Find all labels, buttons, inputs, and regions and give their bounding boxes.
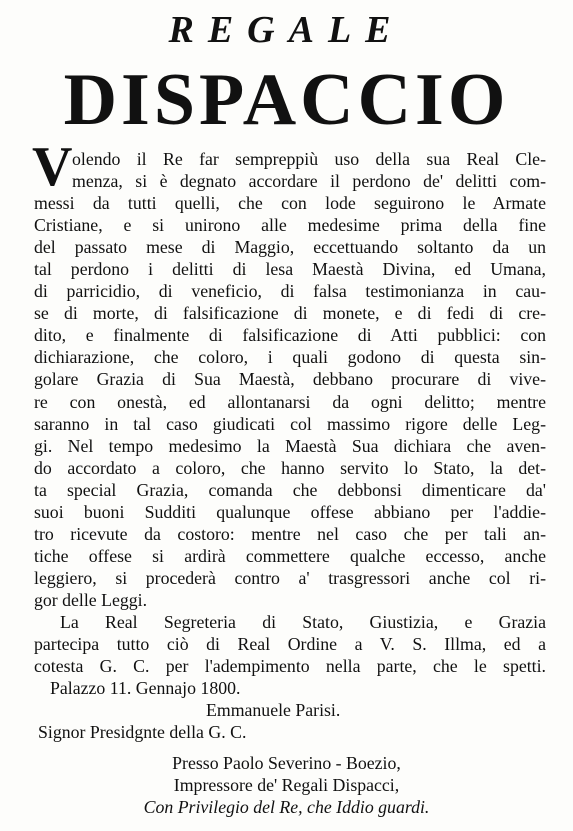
body-line: olendo il Re far sempreppiù uso della sua Real Cle- [72, 149, 546, 169]
body-line: leggiero, si procederà contro a' trasgressori anche col ri- [34, 567, 546, 588]
body-line: cotesta G. C. per l'adempimento nella parte, che le spetti. [34, 656, 546, 677]
drop-cap: V [32, 136, 73, 198]
signature: Emmanuele Parisi. [206, 700, 341, 721]
body-line: suoi buoni Sudditi qualunque offese abbiano per l'addie- [34, 501, 546, 522]
body-line: dito, e finalmente di falsificazione di Atti pubblici: con [34, 325, 546, 346]
body-line: se di morte, di falsificazione di monete, e di fedi di cre- [34, 303, 546, 324]
body-line: tal perdono i delitti di lesa Maestà Divina, ed Umana, [34, 259, 546, 280]
imprint-line: Presso Paolo Severino - Boezio, [172, 753, 401, 773]
body-line: saranno in tal caso giudicati col massimo rigore delle Leg- [34, 413, 546, 434]
body-line: Cristiane, e si unirono alle medesime prima della fine [34, 215, 546, 236]
edict-body [34, 148, 546, 743]
document-title: DISPACCIO [63, 59, 510, 141]
imprint-line: Impressore de' Regali Dispacci, [173, 775, 400, 795]
imprint-line: Con Privilegio del Re, che Iddio guardi. [143, 797, 430, 817]
body-line: re con onestà, ed allontanarsi da ogni delitto; mentre [34, 391, 546, 412]
body-line: partecipa tutto ciò di Real Ordine a V. S. Illma, ed a [34, 634, 546, 655]
body-line: menza, si è degnato accordare il perdono de' delitti com- [72, 171, 546, 192]
printer-imprint [0, 752, 573, 818]
body-line: messi da tutti quelli, che con lode seguirono le Armate [34, 193, 546, 214]
date-line: Palazzo 11. Gennajo 1800. [50, 678, 241, 699]
body-line: do accordato a coloro, che hanno servito lo Stato, la det- [34, 457, 546, 478]
body-line: tro ricevute da costoro: mentre nel caso che per tali an- [34, 523, 546, 544]
body-line: del passato mese di Maggio, eccettuando soltanto da un [34, 237, 546, 258]
addressee: Signor Presidgnte della G. C. [38, 722, 247, 743]
body-line: dichiarazione, che coloro, i quali godono di questa sin- [34, 347, 546, 368]
body-line: di parricidio, di veneficio, di falsa testimonianza in cau- [34, 281, 546, 302]
body-line: ta special Grazia, comanda che debbonsi dimenticare da' [34, 479, 546, 500]
body-line: golare Grazia di Sua Maestà, debbano procurare di vive- [34, 369, 546, 390]
body-line: tiche offese si ardirà commettere qualche eccesso, anche [34, 545, 546, 566]
body-line: gor delle Leggi. [34, 589, 148, 610]
body-line: La Real Segreteria di Stato, Giustizia, e Grazia [60, 611, 546, 632]
body-line: gi. Nel tempo medesimo la Maestà Sua dichiara che aven- [34, 435, 546, 456]
pre-title: REGALE [168, 9, 405, 51]
